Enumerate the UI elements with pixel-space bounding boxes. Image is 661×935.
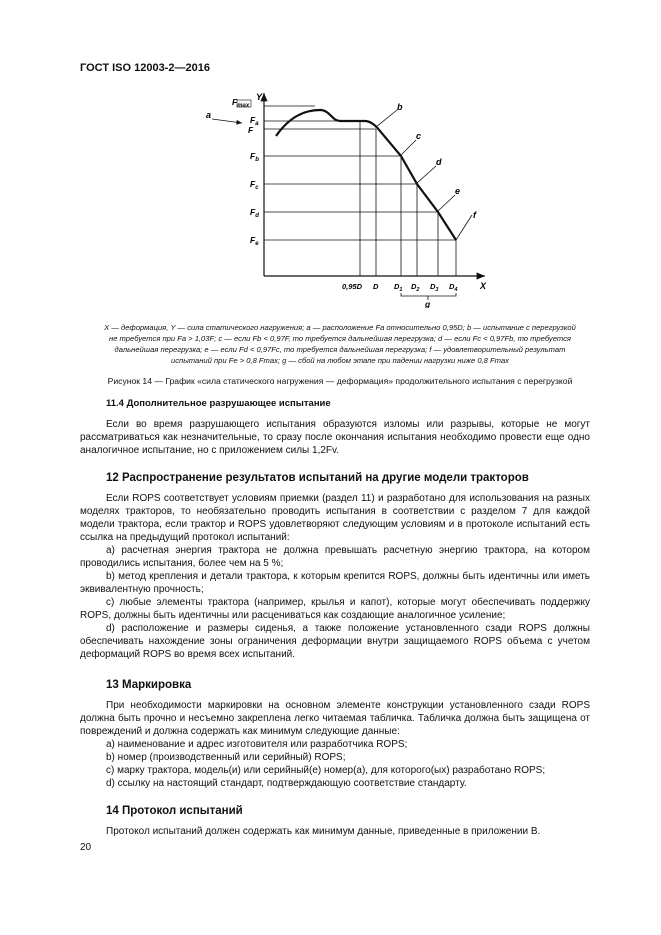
f-e-label: $F_e$ [250, 235, 259, 247]
tick-d: D [373, 282, 379, 291]
section-13-title: 13 Маркировка [106, 679, 192, 691]
f-label: F [248, 125, 254, 135]
legend-line: X — деформация, Y — сила статического нагружения; a — расположение Fa относительно 0,95D; b — испытание с перегрузкой [104, 323, 576, 332]
list-item: d) расположение и размеры сиденья, а также положение установленного сзади ROPS должны обеспечивать нахождение зоны ограничения деформации внутри защищаемого ROPS объема с учетом деформаций ROPS во время всех испытаний. [80, 623, 590, 660]
label-b: b [397, 102, 403, 112]
legend-line: не требуется при Fa > 1,03F; c — если Fb < 0,97F, то требуется дальнейшая перегрузка; d — если Fc < 0,97Fb, то требуется [109, 334, 571, 343]
f-max-label: $F_{max}$ [232, 97, 250, 109]
section-11-4-title: 11.4 Дополнительное разрушающее испытание [106, 398, 331, 409]
f-a-label: $F_a$ [250, 115, 259, 127]
load-curve [276, 110, 456, 240]
f-b-label: $F_b$ [250, 151, 259, 163]
tick-d1: $D_1$ [394, 282, 403, 293]
tick-d4: $D_4$ [449, 282, 458, 293]
figure-legend [80, 322, 600, 366]
f-d-label: $F_d$ [250, 207, 259, 219]
x-axis-label: X [480, 281, 487, 291]
list-item: c) любые элементы трактора (например, крылья и капот), которые могут обеспечивать поддержку ROPS, должны быть идентичны или расцениваться как создающие аналогичное усиление; [80, 597, 590, 621]
list-item: a) наименование и адрес изготовителя или разработчика ROPS; [106, 739, 408, 750]
g-bracket [401, 293, 456, 296]
document-header: ГОСТ ISO 12003-2—2016 [80, 62, 210, 74]
section-14-title: 14 Протокол испытаний [106, 805, 243, 817]
section-12-intro: Если ROPS соответствует условиям приемки (раздел 11) и разработано для использования на разных моделях тракторов, то необязательно проводить испытания в соответствии с разделом 7 для каждой модели трактора, если трактор и ROPS удовлетворяют следующим условиям и в протоколе испытаний есть ссылка на предыдущий протокол испытаний: [80, 493, 590, 543]
section-13-intro: При необходимости маркировки на основном элементе конструкции установленного сзади ROPS должна быть прочно и несъемно закреплена легко читаемая табличка. Табличка должна быть защищена от повреждений и должна содержать как минимум следующие данные: [80, 700, 590, 737]
tick-d3: $D_3$ [430, 282, 439, 293]
f-c-label: $F_c$ [250, 179, 259, 191]
a-label: a [206, 110, 212, 120]
list-item: c) марку трактора, модель(и) или серийный(е) номер(а), для которого(ых) разработано ROPS; [106, 765, 546, 776]
legend-line: испытаний при Fe > 0,8 Fmax; g — сбой на любом этапе при падении нагрузки ниже 0,8 Fmax [171, 356, 509, 365]
label-e: e [455, 186, 461, 196]
section-11-4-text: Если во время разрушающего испытания образуются изломы или разрывы, которые не могут рассматриваться как незначительные, то сразу после окончания испытания необходимо провести еще одно аналогичное испытание, но с приложением силы 1,2Fv. [80, 419, 590, 456]
y-axis-label: Y [256, 92, 263, 102]
figure-caption: Рисунок 14 — График «сила статического нагружения — деформация» продолжительного испытания с перегрузкой [107, 376, 573, 386]
tick-d2: $D_2$ [411, 282, 420, 293]
label-g: g [425, 299, 431, 308]
label-c: c [416, 131, 422, 141]
legend-line: дальнейшая перегрузка; e — если Fd < 0,97Fc, то требуется дальнейшая перегрузка; f — удовлетворительный результат [114, 345, 566, 354]
label-d: d [436, 157, 442, 167]
list-item: b) метод крепления и детали трактора, к которым крепится ROPS, должны быть идентичны или иметь эквивалентную прочность; [80, 571, 590, 595]
list-item: a) расчетная энергия трактора не должна превышать расчетную энергию трактора, на котором проводились испытания, более чем на 5 %; [80, 545, 590, 569]
section-14-text: Протокол испытаний должен содержать как минимум данные, приведенные в приложении B. [106, 826, 541, 837]
tick-095d: 0,95D [342, 282, 363, 291]
label-f: f [473, 210, 476, 220]
load-deformation-graph [190, 88, 500, 308]
list-item: d) ссылку на настоящий стандарт, подтверждающую соответствие стандарту. [106, 778, 467, 789]
page-number: 20 [80, 842, 92, 853]
section-12-title: 12 Распространение результатов испытаний на другие модели тракторов [106, 472, 529, 484]
list-item: b) номер (производственный или серийный) ROPS; [106, 752, 346, 763]
